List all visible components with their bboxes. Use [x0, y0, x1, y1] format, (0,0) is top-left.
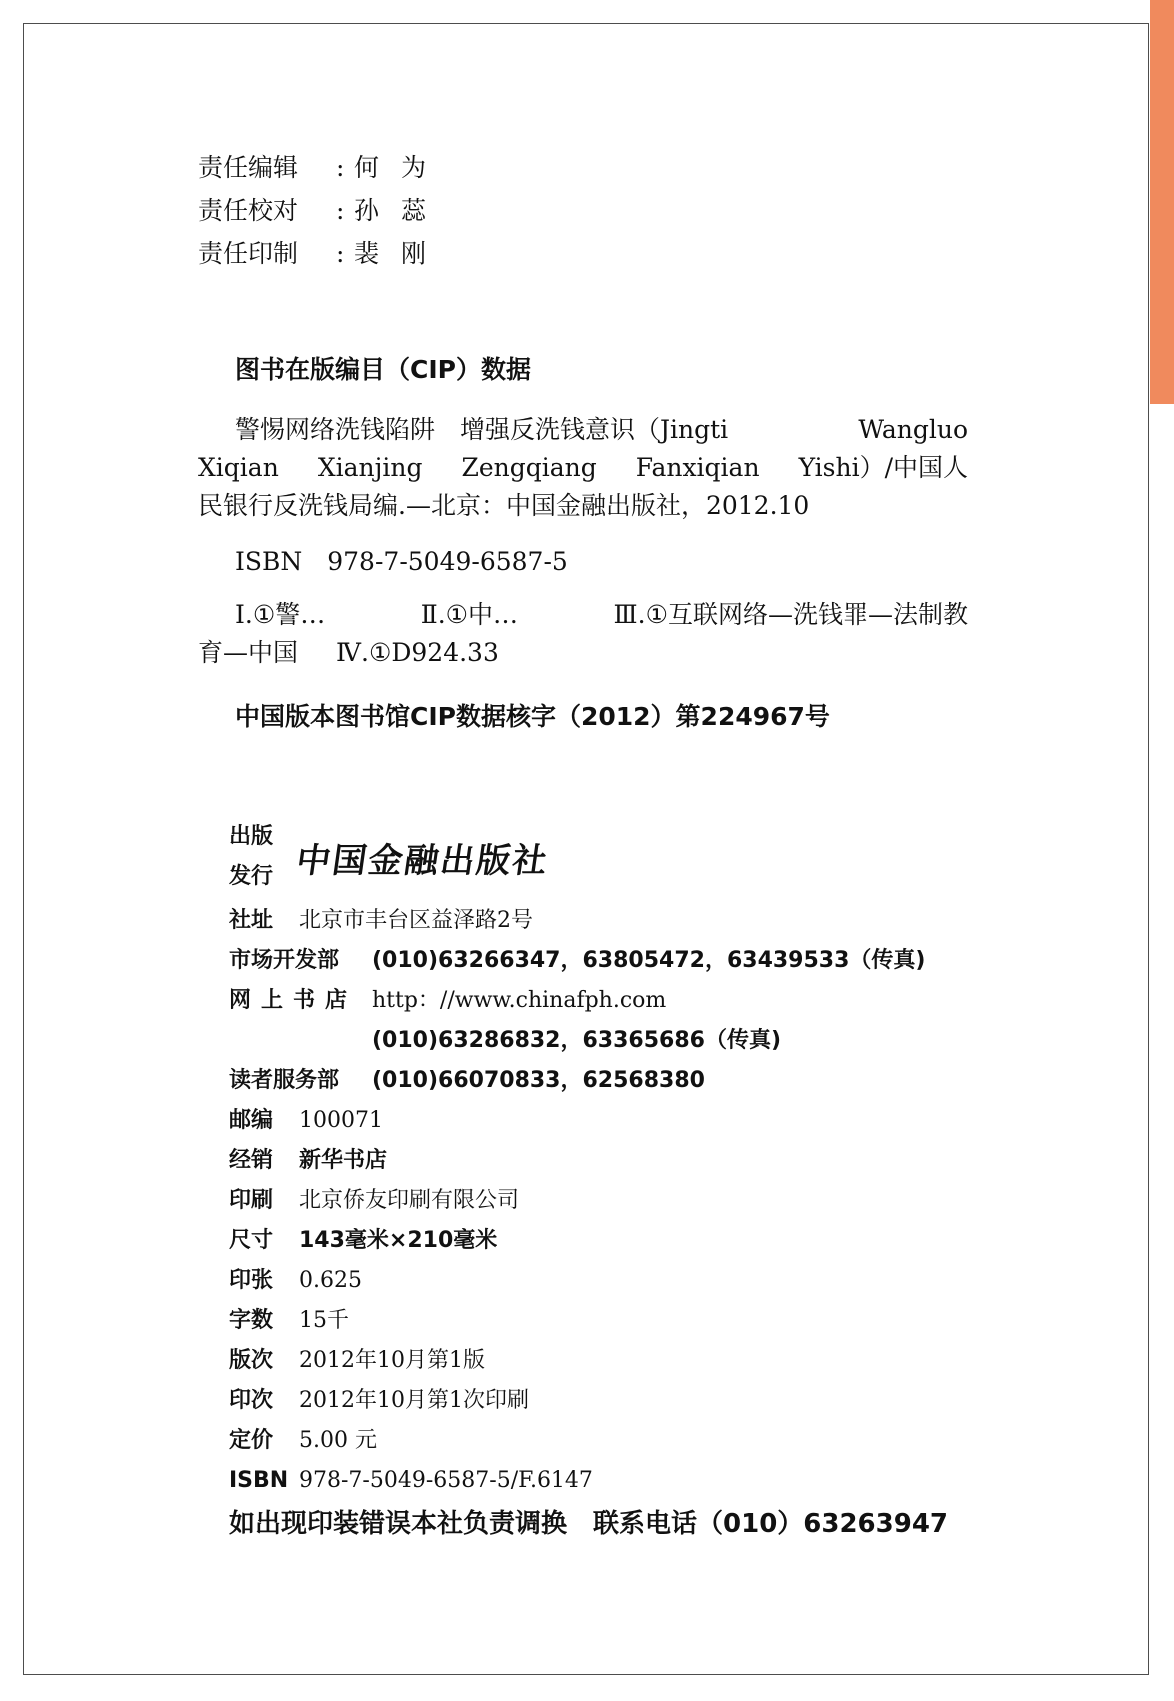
distribute-label: 发行 [229, 864, 274, 889]
publisher-row [229, 1301, 925, 1341]
row-key: 字数 [229, 1308, 274, 1333]
publisher-header [229, 819, 925, 901]
publisher-row [229, 1461, 925, 1501]
row-value: 100071 [299, 1108, 383, 1133]
website-link[interactable]: http：//www.chinafph.com [372, 988, 667, 1013]
cip-desc-word: Fanxiqian [635, 453, 760, 482]
misprint-notice [229, 1504, 948, 1544]
cip-isbn: ISBN 978-7-5049-6587-5 [235, 547, 568, 576]
publisher-row [229, 1021, 925, 1061]
cip-desc-text: Wangluo [858, 415, 968, 444]
row-value: (010)63266347，63805472，63439533（传真) [372, 948, 926, 973]
cip-desc-line: 民银行反洗钱局编.—北京：中国金融出版社，2012.10 [198, 491, 810, 520]
publisher-row [229, 981, 925, 1021]
editor-credits [198, 146, 448, 275]
cip-desc-word: Zengqiang [461, 453, 597, 482]
cip-description [198, 411, 968, 525]
cip-classification [198, 596, 968, 672]
row-key: ISBN [229, 1468, 289, 1493]
cip-desc-line [198, 411, 968, 449]
row-key: 网上书店 [229, 988, 358, 1013]
row-key: 社址 [229, 908, 274, 933]
cip-record-number: 中国版本图书馆CIP数据核字（2012）第224967号 [235, 702, 830, 731]
printing-supervisor-line [198, 232, 448, 275]
row-key: 版次 [229, 1348, 274, 1373]
printing-supervisor-separator: : [336, 239, 345, 268]
proofreader-separator: : [336, 196, 345, 225]
publisher-row [229, 1061, 925, 1101]
row-value: 2012年10月第1版 [299, 1348, 485, 1373]
row-value: (010)63286832，63365686（传真) [372, 1028, 782, 1053]
publisher-details [229, 819, 925, 1501]
publisher-logo: 中国金融出版社 [293, 841, 552, 881]
proofreader-line [198, 189, 448, 232]
publisher-row [229, 1221, 925, 1261]
row-key: 印次 [229, 1388, 274, 1413]
cip-class-item: Ⅰ.①警… [235, 600, 326, 629]
row-value: 北京侨友印刷有限公司 [299, 1188, 520, 1213]
cip-class-item: Ⅱ.①中… [420, 600, 519, 629]
cip-class-item: 育—中国 [198, 638, 299, 667]
row-key: 市场开发部 [229, 948, 340, 973]
proofreader-label: 责任校对 [198, 196, 299, 225]
contact-phone: 联系电话（010）63263947 [593, 1509, 949, 1539]
row-value: (010)66070833，62568380 [372, 1068, 705, 1093]
publisher-row [229, 1341, 925, 1381]
cip-desc-text: 警惕网络洗钱陷阱 增强反洗钱意识（Jingti [235, 415, 729, 444]
cip-desc-word: Xiqian [198, 453, 279, 482]
notice-text: 如出现印装错误本社负责调换 [229, 1509, 568, 1539]
cip-class-line [198, 596, 968, 634]
proofreader-name: 孙蕊 [354, 196, 449, 225]
editor-separator: : [336, 153, 345, 182]
row-key: 印张 [229, 1268, 274, 1293]
cip-desc-word: Xianjing [317, 453, 423, 482]
cip-class-item: Ⅲ.①互联网络—洗钱罪—法制教 [613, 600, 968, 629]
publisher-row [229, 1381, 925, 1421]
publisher-row [229, 941, 925, 981]
row-key: 读者服务部 [229, 1068, 340, 1093]
row-key: 经销 [229, 1148, 274, 1173]
publisher-row [229, 1141, 925, 1181]
cip-desc-line [198, 449, 968, 487]
row-value: 新华书店 [299, 1148, 388, 1173]
cip-class-line [198, 634, 968, 672]
publisher-row [229, 1261, 925, 1301]
cip-class-item: Ⅳ.①D924.33 [336, 638, 499, 667]
editor-line [198, 146, 448, 189]
row-value: 15千 [299, 1308, 349, 1333]
publisher-row [229, 1101, 925, 1141]
editor-label: 责任编辑 [198, 153, 299, 182]
row-value: 5.00 元 [299, 1428, 377, 1453]
row-value: 143毫米×210毫米 [299, 1228, 498, 1253]
row-value: 0.625 [299, 1268, 362, 1293]
row-key: 印刷 [229, 1188, 274, 1213]
publish-label: 出版 [229, 824, 274, 849]
row-value: 2012年10月第1次印刷 [299, 1388, 529, 1413]
row-key: 邮编 [229, 1108, 274, 1133]
row-value: 北京市丰台区益泽路2号 [299, 908, 533, 933]
printing-supervisor-label: 责任印制 [198, 239, 299, 268]
editor-name: 何为 [354, 153, 449, 182]
row-key: 定价 [229, 1428, 274, 1453]
cip-desc-word: Yishi）/中国人 [798, 453, 968, 482]
cip-title: 图书在版编目（CIP）数据 [235, 355, 531, 384]
publisher-row [229, 1181, 925, 1221]
edge-color-tab [1150, 0, 1174, 404]
row-value: 978-7-5049-6587-5/F.6147 [299, 1468, 593, 1493]
publisher-row [229, 1421, 925, 1461]
publisher-row [229, 901, 925, 941]
row-key: 尺寸 [229, 1228, 274, 1253]
printing-supervisor-name: 裴刚 [354, 239, 449, 268]
